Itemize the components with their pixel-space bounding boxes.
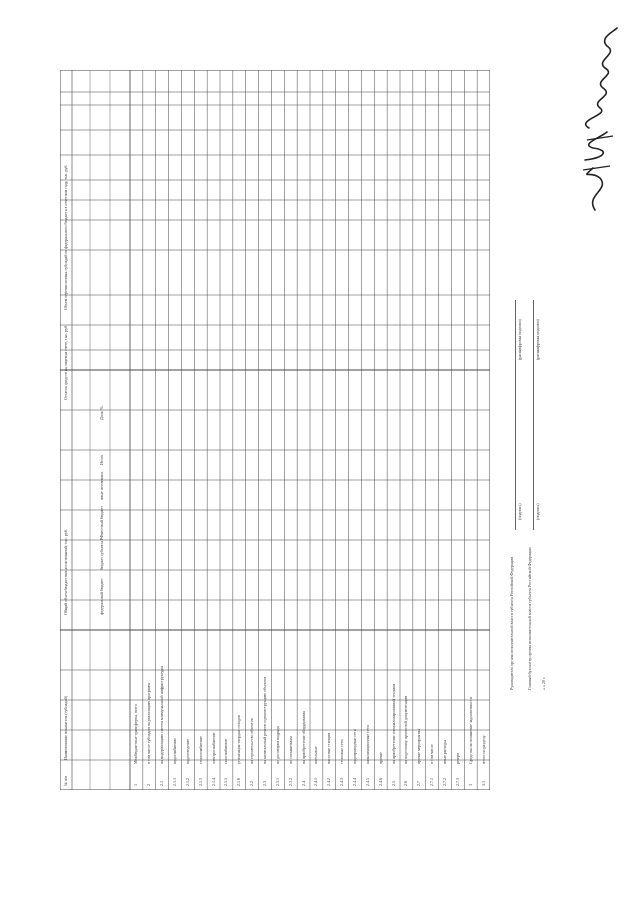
row-number: 2.4.2 <box>326 778 332 786</box>
caption-sign-1: (подпись) <box>517 503 522 520</box>
row-label: на капитальный ремонт и реконструкцию объектов <box>262 676 267 764</box>
row-label: по соглашениям <box>287 736 293 764</box>
row-number: 2.3.2 <box>287 778 293 786</box>
row-label: итого по разделу <box>480 735 486 764</box>
caption-name-1: (расшифровка подписи) <box>517 319 522 360</box>
row-label: в том числе <box>429 744 435 764</box>
row-number: 2.2 <box>249 781 255 786</box>
footer-head-signature-text: Руководитель органа исполнительной власти субъекта Российской Федерации <box>509 556 514 690</box>
row-number: 2.1.6 <box>236 778 242 786</box>
row-label: Средства на погашение задолженности <box>467 697 473 764</box>
row-label: насосные станции <box>326 732 332 764</box>
footer-accountant-signature-text: Главный бухгалтер органа исполнительной власти субъекта Российской Федерации <box>527 547 532 690</box>
row-number: 2.1.1 <box>172 778 177 786</box>
row-label: на строительство объектов <box>249 718 255 764</box>
row-number: 2.4.6 <box>377 778 383 786</box>
row-label: канализационные сети <box>364 725 370 764</box>
row-label: водопроводные сети <box>352 729 357 764</box>
row-number: 2.4.5 <box>364 778 370 786</box>
row-label: тепловые сети <box>339 739 345 764</box>
signature-line-2 <box>533 300 534 530</box>
row-label: на подготовку проектной документации <box>403 695 409 764</box>
header-sub-share: Доля, % <box>99 406 104 420</box>
row-label: водоотведение <box>184 739 190 764</box>
row-label: водоснабжение <box>172 737 177 764</box>
header-sub-total: Итого <box>99 454 104 465</box>
row-number: 2.4.4 <box>352 778 357 786</box>
header-sub-reg: бюджет субъекта РФ <box>99 534 104 570</box>
row-label: прочие мероприятия <box>416 728 422 764</box>
caption-sign-2: (подпись) <box>535 503 540 520</box>
row-number: 2.1.5 <box>223 778 229 786</box>
row-number: 2.1.2 <box>184 778 190 786</box>
row-label: на приобретение оборудования <box>300 710 306 764</box>
report-table-grid <box>60 70 490 790</box>
handwritten-signature <box>555 20 625 220</box>
row-label: на приобретение специализированной техники <box>390 683 396 764</box>
row-number: 2.7.3 <box>454 778 460 786</box>
header-group-balance: Остаток средств на лицевом счете, тыс. руб. <box>63 324 68 400</box>
row-label: прочие <box>377 752 383 764</box>
row-label: котельные <box>313 746 319 764</box>
row-number: 2.1 <box>159 781 165 786</box>
header-col-num: № п/п <box>63 775 68 786</box>
row-number: 2.4.3 <box>339 778 345 786</box>
report-table-sheet <box>60 70 490 790</box>
row-number: 2.3.1 <box>274 778 280 786</box>
row-number: 2.5 <box>390 781 396 786</box>
caption-name-2: (расшифровка подписи) <box>535 319 540 360</box>
row-label: в том числе субсидии на реализацию программ <box>146 683 152 764</box>
header-col-name: Наименование показателя (субсидий) <box>63 696 68 760</box>
row-number: 3 <box>467 784 473 786</box>
row-number: 3.1 <box>480 781 486 786</box>
row-number: 2.7.1 <box>429 778 435 786</box>
row-label: Межбюджетные трансферты, всего <box>133 704 139 764</box>
header-sub-other: иные источники <box>99 472 104 500</box>
header-group-transfers: Объем перечисленных субсидий из федерального бюджета в отчетном году, тыс. руб. <box>63 164 68 310</box>
row-label: электроснабжение <box>210 732 216 764</box>
row-label: иные расходы <box>442 740 447 764</box>
row-number: 1 <box>133 784 139 786</box>
row-number: 2 <box>146 784 152 786</box>
row-number: 2.3 <box>262 781 267 786</box>
header-group-budget: Общий объем бюджетных ассигнований, тыс. руб. <box>63 529 68 615</box>
row-label: на модернизацию систем коммунальной инфраструктуры <box>159 665 165 764</box>
header-sub-fed: федеральный бюджет <box>99 578 104 615</box>
row-number: 2.6 <box>403 781 409 786</box>
row-label: газоснабжение <box>223 738 229 764</box>
row-label: теплоснабжение <box>197 736 203 764</box>
row-number: 2.1.4 <box>210 778 216 786</box>
signature-line-1 <box>515 300 516 530</box>
row-label: резерв <box>454 752 460 764</box>
row-number: 2.7 <box>416 781 422 786</box>
row-number: 2.1.3 <box>197 778 203 786</box>
row-number: 2.4.1 <box>313 778 319 786</box>
row-number: 2.4 <box>300 781 306 786</box>
row-label: утилизация твердых отходов <box>236 715 242 764</box>
header-sub-local: местный бюджет <box>99 506 104 535</box>
footer-date-text: « » 20 г. <box>541 676 546 690</box>
row-number: 2.7.2 <box>442 778 447 786</box>
row-label: по договорам подряда <box>274 726 280 764</box>
